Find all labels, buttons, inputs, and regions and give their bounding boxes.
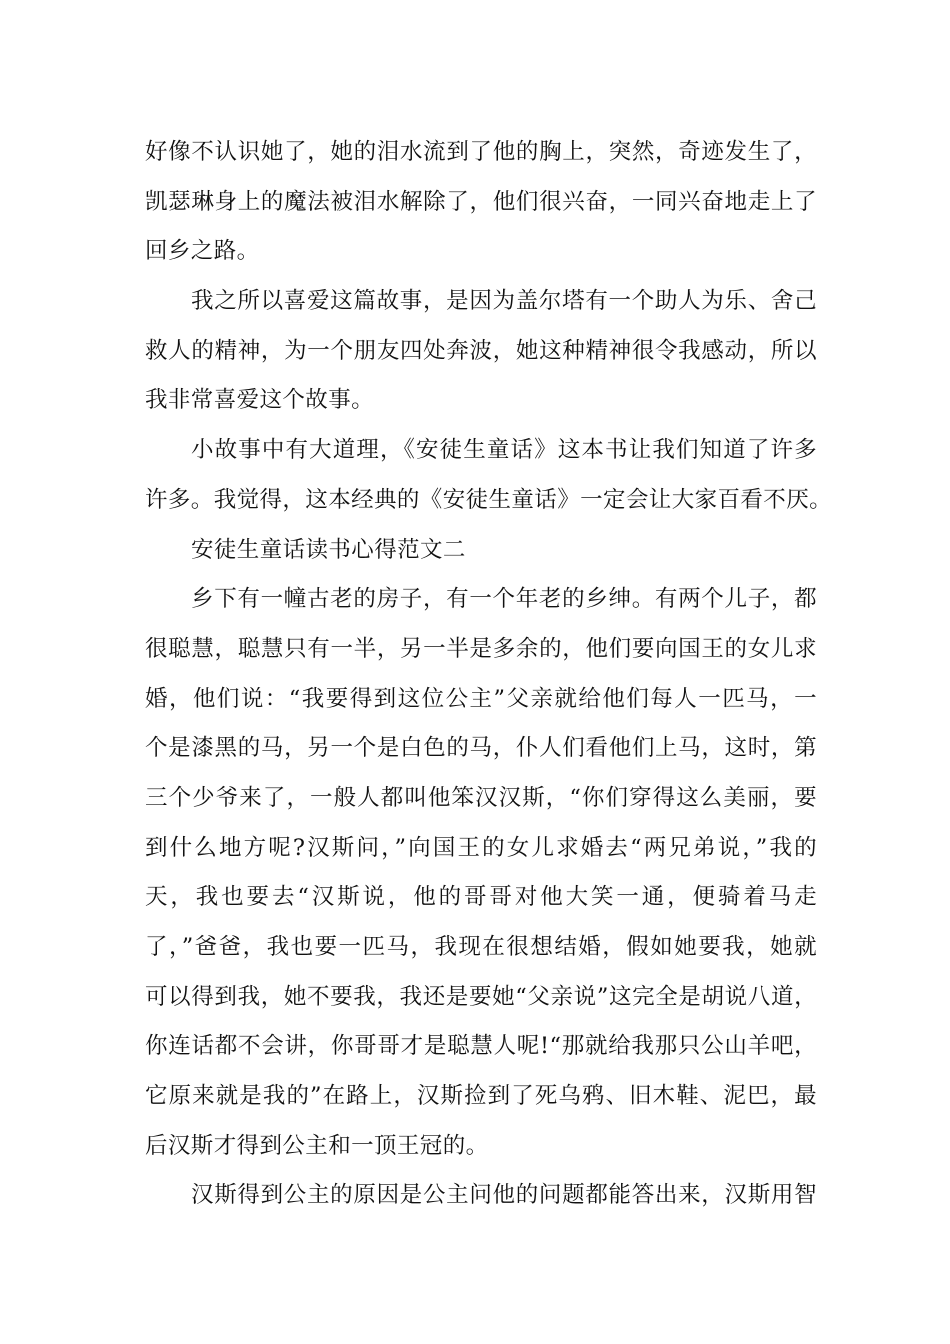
paragraph-4-line-11: 它原来就是我的”在路上，汉斯捡到了死乌鸦、旧木鞋、泥巴，最 (145, 1083, 817, 1110)
paragraph-1-line-1: 好像不认识她了，她的泪水流到了他的胸上，突然，奇迹发生了， (145, 139, 817, 165)
paragraph-4-line-7: 天，我也要去“汉斯说，他的哥哥对他大笑一通，便骑着马走 (145, 884, 817, 911)
document-body (145, 128, 833, 1221)
paragraph-3-line-1: 小故事中有大道理，《安徒生童话》这本书让我们知道了许多 (191, 437, 817, 464)
paragraph-4-line-5: 三个少爷来了，一般人都叫他笨汉汉斯，“你们穿得这么美丽，要 (145, 784, 817, 811)
paragraph-4-line-9: 可以得到我，她不要我，我还是要她“父亲说”这完全是胡说八道， (145, 983, 817, 1010)
paragraph-4-line-1: 乡下有一幢古老的房子，有一个年老的乡绅。有两个儿子，都 (191, 586, 817, 613)
paragraph-4-line-8: 了，”爸爸，我也要一匹马，我现在很想结婚，假如她要我，她就 (145, 934, 817, 960)
paragraph-2-line-1: 我之所以喜爱这篇故事，是因为盖尔塔有一个助人为乐、舍己 (191, 288, 817, 315)
paragraph-1-line-3: 回乡之路。 (145, 238, 260, 265)
paragraph-3-line-2: 许多。我觉得，这本经典的《安徒生童话》一定会让大家百看不厌。 (145, 486, 833, 513)
paragraph-4-line-3: 婚，他们说：“我要得到这位公主”父亲就给他们每人一匹马，一 (145, 685, 817, 712)
paragraph-4-line-10: 你连话都不会讲，你哥哥才是聪慧人呢!“那就给我那只公山羊吧， (145, 1033, 817, 1060)
paragraph-1-line-2: 凯瑟琳身上的魔法被泪水解除了，他们很兴奋，一同兴奋地走上了 (145, 188, 817, 215)
paragraph-4-line-6: 到什么地方呢?汉斯问，”向国王的女儿求婚去“两兄弟说，”我的 (145, 834, 817, 861)
paragraph-4-line-2: 很聪慧，聪慧只有一半，另一半是多余的，他们要向国王的女儿求 (145, 635, 817, 662)
paragraph-5-line-1: 汉斯得到公主的原因是公主问他的问题都能答出来，汉斯用智 (191, 1182, 817, 1209)
paragraph-4-line-4: 个是漆黑的马，另一个是白色的马，仆人们看他们上马，这时，第 (145, 735, 817, 762)
paragraph-2-line-3: 我非常喜爱这个故事。 (145, 387, 375, 414)
section-heading: 安徒生童话读书心得范文二 (191, 536, 466, 563)
paragraph-4-line-12: 后汉斯才得到公主和一顶王冠的。 (145, 1132, 489, 1159)
paragraph-2-line-2: 救人的精神，为一个朋友四处奔波，她这种精神很令我感动，所以 (145, 337, 817, 364)
